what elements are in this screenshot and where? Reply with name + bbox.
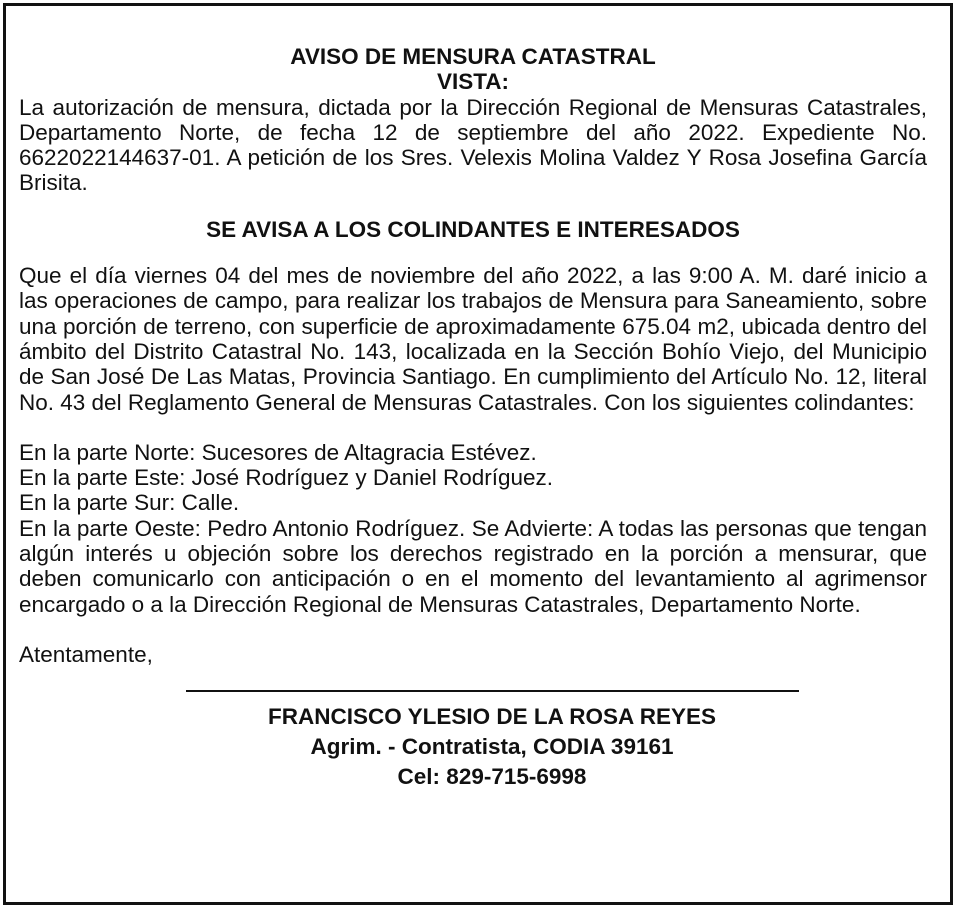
boundary-north: En la parte Norte: Sucesores de Altagracia Estévez. <box>19 439 537 465</box>
signer-name: FRANCISCO YLESIO DE LA ROSA REYES <box>268 704 716 730</box>
notice-heading: SE AVISA A LOS COLINDANTES E INTERESADOS <box>206 216 740 242</box>
notice-title: AVISO DE MENSURA CATASTRAL <box>290 44 656 69</box>
boundary-west-warning: En la parte Oeste: Pedro Antonio Rodríguez. Se Advierte: A todas las personas que tengan algún interés u objeción sobre los derechos registrado en la porción a mensurar, que deben comunicarlo con anticipación o en el momento del levantamiento al agrimensor encargado o a la Dirección Regional de Mensuras Catastrales, Departamento Norte. <box>19 515 927 617</box>
notice-body <box>19 44 927 792</box>
body-paragraph: Que el día viernes 04 del mes de noviembre del año 2022, a las 9:00 A. M. daré inicio a las operaciones de campo, para realizar los trabajos de Mensura para Saneamiento, sobre una porción de terreno, con superficie de aproximadamente 675.04 m2, ubicada dentro del ámbito del Distrito Catastral No. 143, localizada en la Sección Bohío Viejo, del Municipio de San José De Las Matas, Provincia Santiago. En cumplimiento del Artículo No. 12, literal No. 43 del Reglamento General de Mensuras Catastrales. Con los siguientes colindantes: <box>19 263 927 415</box>
signer-phone: Cel: 829-715-6998 <box>397 764 587 790</box>
signature-line <box>186 690 799 692</box>
signer-role: Agrim. - Contratista, CODIA 39161 <box>310 734 674 760</box>
closing-text: Atentamente, <box>19 641 153 667</box>
boundary-east: En la parte Este: José Rodríguez y Daniel Rodríguez. <box>19 465 554 491</box>
intro-paragraph: La autorización de mensura, dictada por la Dirección Regional de Mensuras Catastrales, Departamento Norte, de fecha 12 de septiembre del año 2022. Expediente No. 6622022144637-01. A petición de los Sres. Velexis Molina Valdez Y Rosa Josefina García Brisita. <box>19 94 927 196</box>
boundary-south: En la parte Sur: Calle. <box>19 490 240 516</box>
spacer <box>19 617 927 642</box>
spacer <box>19 415 927 440</box>
notice-subtitle: VISTA: <box>436 69 510 95</box>
